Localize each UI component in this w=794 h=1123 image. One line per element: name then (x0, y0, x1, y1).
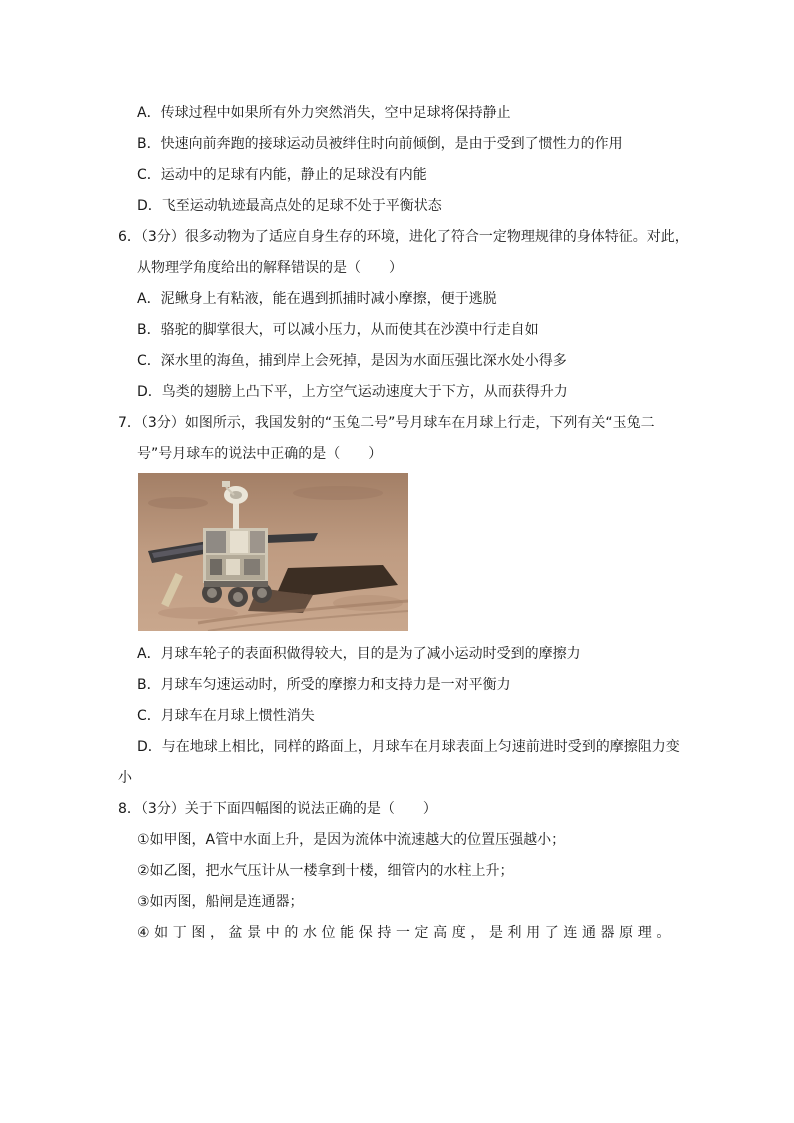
q6-option-b: B．骆驼的脚掌很大，可以减小压力，从而使其在沙漠中行走自如 (137, 322, 539, 338)
q7-stem-line2: 号”号月球车的说法中正确的是（ ） (137, 446, 383, 462)
q7-option-d: D．与在地球上相比，同样的路面上，月球车在月球表面上匀速前进时受到的摩擦阻力变 (137, 739, 680, 755)
q7-option-b: B．月球车匀速运动时，所受的摩擦力和支持力是一对平衡力 (137, 677, 511, 693)
q7-stem-line1: 7．（3分）如图所示，我国发射的“玉兔二号”号月球车在月球上行走，下列有关“玉兔二 (118, 415, 655, 431)
q7-option-c: C．月球车在月球上惯性消失 (137, 708, 315, 724)
q6-stem-line2: 从物理学角度给出的解释错误的是（ ） (137, 260, 403, 276)
lunar-rover-photo (138, 473, 408, 631)
q5-option-d: D．飞至运动轨迹最高点处的足球不处于平衡状态 (137, 198, 442, 214)
q7-option-a: A．月球车轮子的表面积做得较大，目的是为了减小运动时受到的摩擦力 (137, 646, 581, 662)
q7-option-d-continued: 小 (118, 770, 132, 786)
q6-option-c: C．深水里的海鱼，捕到岸上会死掉，是因为水面压强比深水处小得多 (137, 353, 567, 369)
q8-stem: 8．（3分）关于下面四幅图的说法正确的是（ ） (118, 801, 437, 817)
q6-stem-line1: 6．（3分）很多动物为了适应自身生存的环境，进化了符合一定物理规律的身体特征。对此， (118, 229, 689, 245)
q5-option-b: B．快速向前奔跑的接球运动员被绊住时向前倾倒，是由于受到了惯性力的作用 (137, 136, 623, 152)
q5-option-c: C．运动中的足球有内能，静止的足球没有内能 (137, 167, 427, 183)
q8-statement-3: ③如丙图，船闸是连通器； (137, 894, 304, 910)
q6-option-a: A．泥鳅身上有粘液，能在遇到抓捕时减小摩擦，便于逃脱 (137, 291, 497, 307)
q8-statement-2: ②如乙图，把水气压计从一楼拿到十楼，细管内的水柱上升； (137, 863, 514, 879)
q5-option-a: A．传球过程中如果所有外力突然消失，空中足球将保持静止 (137, 105, 511, 121)
q8-statement-1: ①如甲图，A管中水面上升，是因为流体中流速越大的位置压强越小； (137, 832, 566, 848)
q8-statement-4: ④如丁图，盆景中的水位能保持一定高度，是利用了连通器原理。 (137, 925, 675, 941)
q6-option-d: D．鸟类的翅膀上凸下平，上方空气运动速度大于下方，从而获得升力 (137, 384, 568, 400)
